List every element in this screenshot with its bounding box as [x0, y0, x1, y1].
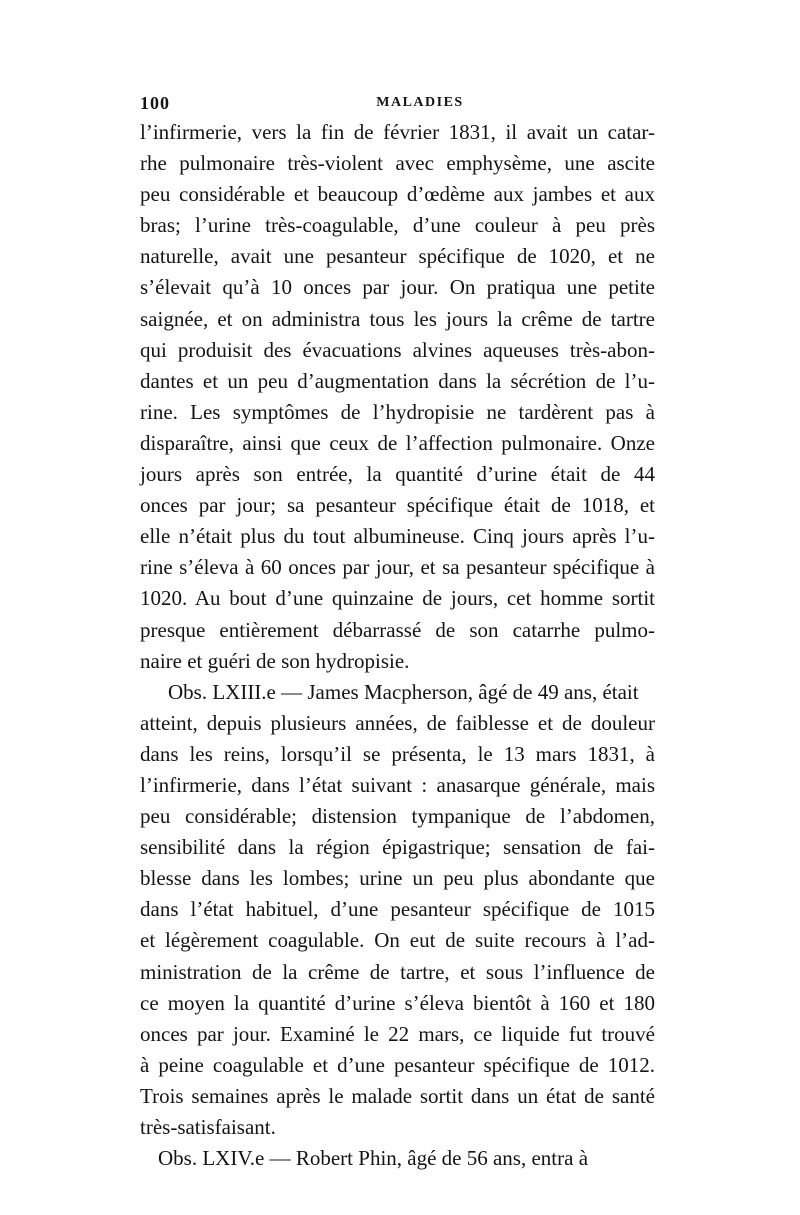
- text-line: 1020. Au bout d’une quinzaine de jours, cet homme sortit: [140, 586, 655, 611]
- text-line: presque entièrement débarrassé de son catarrhe pulmo-: [140, 617, 655, 642]
- text-line: ministration de la crême de tartre, et sous l’influence de: [140, 959, 655, 984]
- text-line: Trois semaines après le malade sortit dans un état de santé: [140, 1083, 655, 1108]
- text-line: onces par jour. Examiné le 22 mars, ce liquide fut trouvé: [140, 1021, 655, 1046]
- running-head: MALADIES: [376, 95, 464, 110]
- text-line: rine s’éleva à 60 onces par jour, et sa pesanteur spécifique à: [140, 555, 655, 580]
- text-line: rine. Les symptômes de l’hydropisie ne tardèrent pas à: [140, 399, 655, 424]
- text-line: et légèrement coagulable. On eut de suite recours à l’ad-: [140, 928, 655, 953]
- text-line: onces par jour; sa pesanteur spécifique était de 1018, et: [140, 493, 655, 518]
- text-line: dans les reins, lorsqu’il se présenta, le 13 mars 1831, à: [140, 741, 655, 766]
- text-line: dantes et un peu d’augmentation dans la sécrétion de l’u-: [140, 368, 655, 393]
- text-line: naturelle, avait une pesanteur spécifique de 1020, et ne: [140, 244, 655, 269]
- text-line: qui produisit des évacuations alvines aqueuses très-abon-: [140, 337, 655, 362]
- text-line: atteint, depuis plusieurs années, de faiblesse et de douleur: [140, 710, 655, 735]
- text-line: très-satisfaisant.: [140, 1115, 276, 1139]
- text-line: l’infirmerie, vers la fin de février 1831, il avait un catar-: [140, 120, 655, 144]
- text-line: saignée, et on administra tous les jours la crême de tartre: [140, 306, 655, 331]
- text-line: peu considérable; distension tympanique de l’abdomen,: [140, 804, 655, 829]
- text-line: disparaître, ainsi que ceux de l’affection pulmonaire. Onze: [140, 430, 655, 455]
- text-line: Obs. LXIV.e — Robert Phin, âgé de 56 ans, entra à: [158, 1146, 589, 1171]
- text-line: naire et guéri de son hydropisie.: [140, 648, 410, 673]
- body-text: [140, 117, 655, 1174]
- text-line: rhe pulmonaire très-violent avec emphysème, une ascite: [140, 151, 655, 176]
- text-line: à peine coagulable et d’une pesanteur spécifique de 1012.: [140, 1052, 655, 1077]
- text-line: elle n’était plus du tout albumineuse. Cinq jours après l’u-: [140, 524, 655, 549]
- page-number: 100: [140, 93, 170, 113]
- text-line: l’infirmerie, dans l’état suivant : anasarque générale, mais: [140, 772, 655, 797]
- text-line: dans l’état habituel, d’une pesanteur spécifique de 1015: [140, 897, 655, 922]
- page-header: [140, 93, 655, 119]
- text-line: bras; l’urine très-coagulable, d’une couleur à peu près: [140, 213, 655, 238]
- text-line: jours après son entrée, la quantité d’urine était de 44: [140, 462, 655, 487]
- text-line: sensibilité dans la région épigastrique; sensation de fai-: [140, 835, 655, 860]
- text-line: blesse dans les lombes; urine un peu plus abondante que: [140, 866, 655, 891]
- text-line: s’élevait qu’à 10 onces par jour. On pratiqua une petite: [140, 275, 655, 300]
- text-line: peu considérable et beaucoup d’œdème aux jambes et aux: [140, 182, 655, 207]
- text-line: Obs. LXIII.e — James Macpherson, âgé de 49 ans, était: [168, 679, 639, 704]
- text-line: ce moyen la quantité d’urine s’éleva bientôt à 160 et 180: [140, 990, 655, 1015]
